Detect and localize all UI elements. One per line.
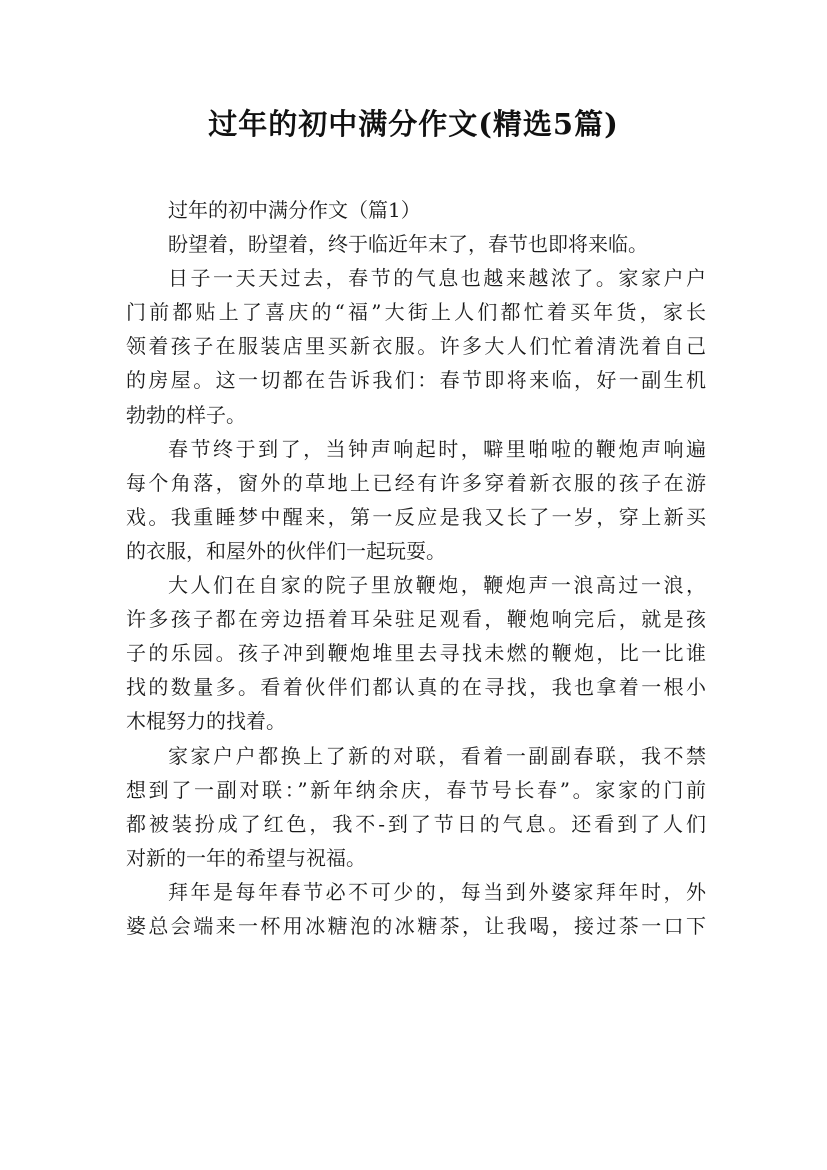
text-line: 拜年是每年春节必不可少的，每当到外婆家拜年时，外 (168, 879, 706, 904)
text-line: 子的乐园。孩子冲到鞭炮堆里去寻找未燃的鞭炮，比一比谁 (126, 641, 706, 666)
text-line: 许多孩子都在旁边捂着耳朵驻足观看，鞭炮响完后，就是孩 (126, 607, 706, 632)
text-line: 木棍努力的找着。 (126, 709, 286, 734)
section-heading: 过年的初中满分作文（篇1） (168, 198, 421, 222)
text-line: 找的数量多。看着伙伴们都认真的在寻找，我也拿着一根小 (126, 675, 706, 700)
text-line: 日子一天天过去，春节的气息也越来越浓了。家家户户 (168, 266, 706, 291)
text-line: 门前都贴上了喜庆的“福”大街上人们都忙着买年货，家长 (126, 300, 706, 325)
text-line: 春节终于到了，当钟声响起时，噼里啪啦的鞭炮声响遍 (168, 436, 706, 461)
text-line: 戏。我重睡梦中醒来，第一反应是我又长了一岁，穿上新买 (126, 504, 706, 529)
text-line: 的衣服，和屋外的伙伴们一起玩耍。 (126, 538, 446, 563)
text-line: 想到了一副对联：”新年纳余庆，春节号长春”。家家的门前 (126, 777, 706, 802)
text-line: 家家户户都换上了新的对联，看着一副副春联，我不禁 (168, 743, 706, 768)
document-title: 过年的初中满分作文(精选5篇) (208, 107, 619, 141)
text-line: 婆总会端来一杯用冰糖泡的冰糖茶，让我喝，接过茶一口下 (126, 913, 706, 938)
text-line: 每个角落，窗外的草地上已经有许多穿着新衣服的孩子在游 (126, 470, 706, 495)
text-line: 盼望着，盼望着，终于临近年末了，春节也即将来临。 (168, 232, 648, 257)
text-line: 领着孩子在服装店里买新衣服。许多大人们忙着清洗着自己 (126, 334, 706, 359)
text-line: 大人们在自家的院子里放鞭炮，鞭炮声一浪高过一浪， (168, 573, 706, 598)
text-line: 都被装扮成了红色，我不-到了节日的气息。还看到了人们 (126, 811, 706, 836)
text-line: 勃勃的样子。 (126, 402, 246, 427)
text-line: 对新的一年的希望与祝福。 (126, 845, 366, 870)
document-body (126, 193, 706, 943)
text-line: 的房屋。这一切都在告诉我们：春节即将来临，好一副生机 (126, 368, 706, 393)
